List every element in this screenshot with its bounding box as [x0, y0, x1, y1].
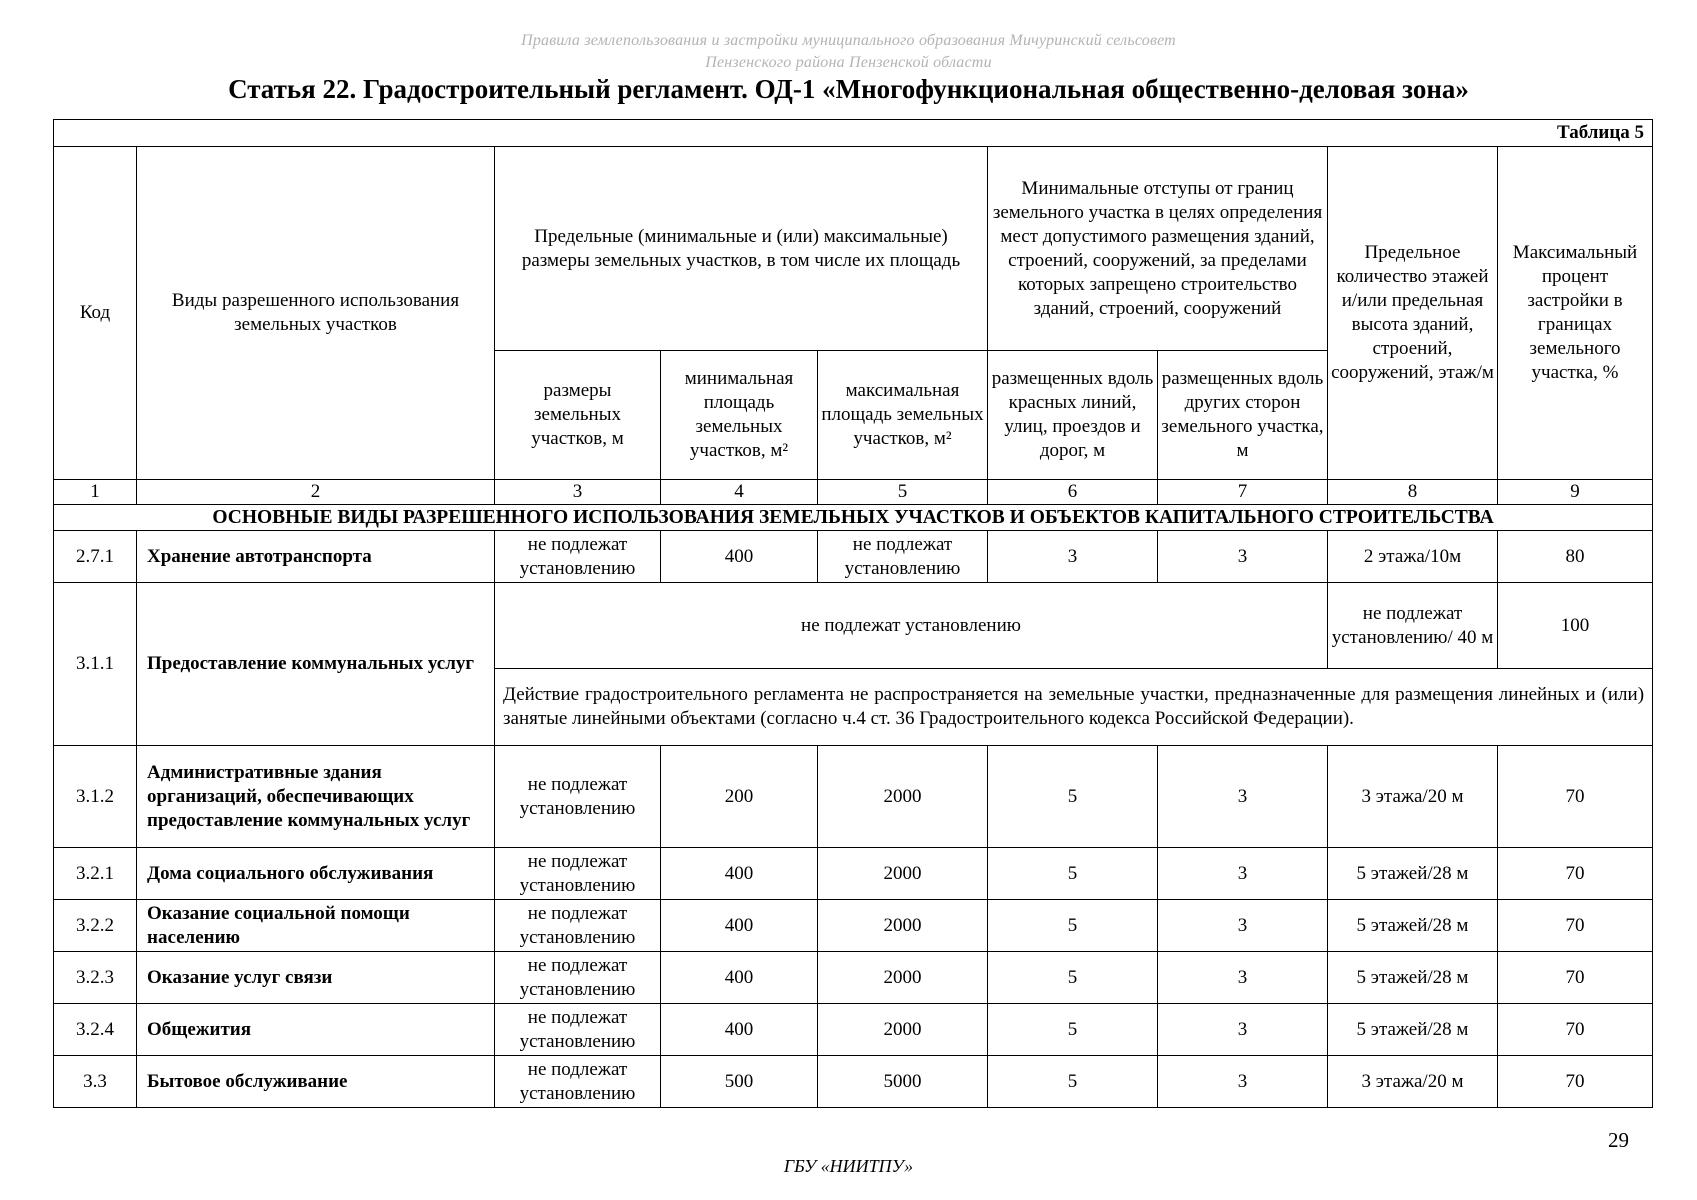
row-floors: 5 этажей/28 м [1328, 848, 1498, 900]
row-code: 3.2.4 [54, 1004, 137, 1056]
row-setback-other: 3 [1158, 952, 1328, 1004]
row-size: не подлежат установлению [495, 952, 661, 1004]
table-row [54, 1056, 1653, 1108]
row-min-area: 400 [661, 848, 818, 900]
column-number: 1 [54, 480, 137, 505]
header-use: Виды разрешенного использования земельных участков [137, 147, 495, 480]
column-number: 2 [137, 480, 495, 505]
row-use-name: Оказание социальной помощи населению [137, 900, 495, 952]
row-floors: не подлежат установлению/ 40 м [1328, 583, 1498, 669]
header-code: Код [54, 147, 137, 480]
section-heading: ОСНОВНЫЕ ВИДЫ РАЗРЕШЕННОГО ИСПОЛЬЗОВАНИЯ ЗЕМЕЛЬНЫХ УЧАСТКОВ И ОБЪЕКТОВ КАПИТАЛЬНОГО СТРОИТЕЛЬСТВА [54, 505, 1653, 531]
row-percent: 70 [1498, 848, 1653, 900]
row-min-area: 400 [661, 900, 818, 952]
row-size: не подлежат установлению [495, 1056, 661, 1108]
running-header-line-1: Правила землепользования и застройки муниципального образования Мичуринский сельсовет [521, 32, 1176, 49]
row-max-area: не подлежат установлению [818, 531, 988, 583]
header-setback-red: размещенных вдоль красных линий, улиц, проездов и дорог, м [988, 351, 1158, 480]
row-percent: 70 [1498, 1056, 1653, 1108]
row-min-area: 400 [661, 952, 818, 1004]
row-min-area: 400 [661, 1004, 818, 1056]
row-note-text: Действие градостроительного регламента не распространяется на земельные участки, предназначенные для размещения линейных и (или) занятые линейными объектами (согласно ч.4 ст. 36 Градостроительного кодекса Российской Федерации). [503, 684, 1645, 729]
table-row [54, 746, 1653, 848]
row-max-area: 2000 [818, 952, 988, 1004]
table-label: Таблица 5 [54, 120, 1653, 147]
row-percent: 100 [1498, 583, 1653, 669]
header-floors: Предельное количество этажей и/или предельная высота зданий, строений, сооружений, этаж/м [1328, 147, 1498, 480]
footer-organization: ГБУ «НИИТПУ» [783, 1156, 914, 1176]
row-floors: 5 этажей/28 м [1328, 1004, 1498, 1056]
article-title: Статья 22. Градостроительный регламент. ОД-1 «Многофункциональная общественно-деловая зона» [228, 74, 1469, 104]
row-percent: 80 [1498, 531, 1653, 583]
header-min-area: минимальная площадь земельных участков, м² [661, 351, 818, 480]
row-merged-value: не подлежат установлению [495, 583, 1328, 669]
row-setback-red: 5 [988, 900, 1158, 952]
column-number: 4 [661, 480, 818, 505]
column-number: 8 [1328, 480, 1498, 505]
row-setback-other: 3 [1158, 746, 1328, 848]
row-setback-red: 5 [988, 746, 1158, 848]
row-use-name: Общежития [137, 1004, 495, 1056]
row-floors: 2 этажа/10м [1328, 531, 1498, 583]
row-setback-red: 5 [988, 1004, 1158, 1056]
row-setback-other: 3 [1158, 900, 1328, 952]
column-number: 9 [1498, 480, 1653, 505]
row-max-area: 2000 [818, 848, 988, 900]
header-setback-other: размещенных вдоль других сторон земельного участка, м [1158, 351, 1328, 480]
table-row [54, 1004, 1653, 1056]
row-min-area: 500 [661, 1056, 818, 1108]
row-code: 3.1.2 [54, 746, 137, 848]
column-number: 7 [1158, 480, 1328, 505]
row-code: 3.2.1 [54, 848, 137, 900]
row-setback-other: 3 [1158, 1056, 1328, 1108]
row-floors: 3 этажа/20 м [1328, 746, 1498, 848]
row-note [495, 669, 1653, 746]
row-max-area: 2000 [818, 900, 988, 952]
row-percent: 70 [1498, 1004, 1653, 1056]
table-row [54, 900, 1653, 952]
row-setback-red: 5 [988, 848, 1158, 900]
row-min-area: 400 [661, 531, 818, 583]
column-number: 3 [495, 480, 661, 505]
row-floors: 5 этажей/28 м [1328, 952, 1498, 1004]
header-max-percent: Максимальный процент застройки в границах земельного участка, % [1498, 147, 1653, 480]
row-size: не подлежат установлению [495, 746, 661, 848]
row-max-area: 2000 [818, 746, 988, 848]
row-setback-red: 5 [988, 952, 1158, 1004]
row-size: не подлежат установлению [495, 1004, 661, 1056]
row-size: не подлежат установлению [495, 848, 661, 900]
row-max-area: 5000 [818, 1056, 988, 1108]
header-limits-group: Предельные (минимальные и (или) максимальные) размеры земельных участков, в том числе их площадь [495, 147, 988, 351]
header-setback-group: Минимальные отступы от границ земельного участка в целях определения мест допустимого размещения зданий, строений, сооружений, за пределами которых запрещено строительство зданий, строений, сооружений [988, 147, 1328, 351]
table-row [54, 531, 1653, 583]
row-use-name: Дома социального обслуживания [137, 848, 495, 900]
column-number: 5 [818, 480, 988, 505]
page-number: 29 [1608, 1128, 1629, 1152]
row-use-name: Хранение автотранспорта [137, 531, 495, 583]
row-code: 3.2.2 [54, 900, 137, 952]
row-floors: 5 этажей/28 м [1328, 900, 1498, 952]
header-size: размеры земельных участков, м [495, 351, 661, 480]
table-row [54, 583, 1653, 669]
table-row [54, 952, 1653, 1004]
header-max-area: максимальная площадь земельных участков, м² [818, 351, 988, 480]
row-setback-red: 3 [988, 531, 1158, 583]
row-percent: 70 [1498, 746, 1653, 848]
column-number: 6 [988, 480, 1158, 505]
row-percent: 70 [1498, 952, 1653, 1004]
row-use-name: Бытовое обслуживание [137, 1056, 495, 1108]
regulation-table [53, 119, 1653, 1108]
row-code: 2.7.1 [54, 531, 137, 583]
row-setback-other: 3 [1158, 1004, 1328, 1056]
row-setback-other: 3 [1158, 531, 1328, 583]
row-percent: 70 [1498, 900, 1653, 952]
row-code: 3.1.1 [54, 583, 137, 746]
row-use-name: Административные здания организаций, обеспечивающих предоставление коммунальных услуг [137, 746, 495, 848]
row-floors: 3 этажа/20 м [1328, 1056, 1498, 1108]
row-min-area: 200 [661, 746, 818, 848]
row-code: 3.3 [54, 1056, 137, 1108]
table-row [54, 848, 1653, 900]
row-code: 3.2.3 [54, 952, 137, 1004]
row-size: не подлежат установлению [495, 900, 661, 952]
row-size: не подлежат установлению [495, 531, 661, 583]
row-use-name: Предоставление коммунальных услуг [137, 583, 495, 746]
row-setback-red: 5 [988, 1056, 1158, 1108]
row-setback-other: 3 [1158, 848, 1328, 900]
running-header-line-2: Пензенского района Пензенской области [705, 54, 992, 71]
row-max-area: 2000 [818, 1004, 988, 1056]
row-use-name: Оказание услуг связи [137, 952, 495, 1004]
